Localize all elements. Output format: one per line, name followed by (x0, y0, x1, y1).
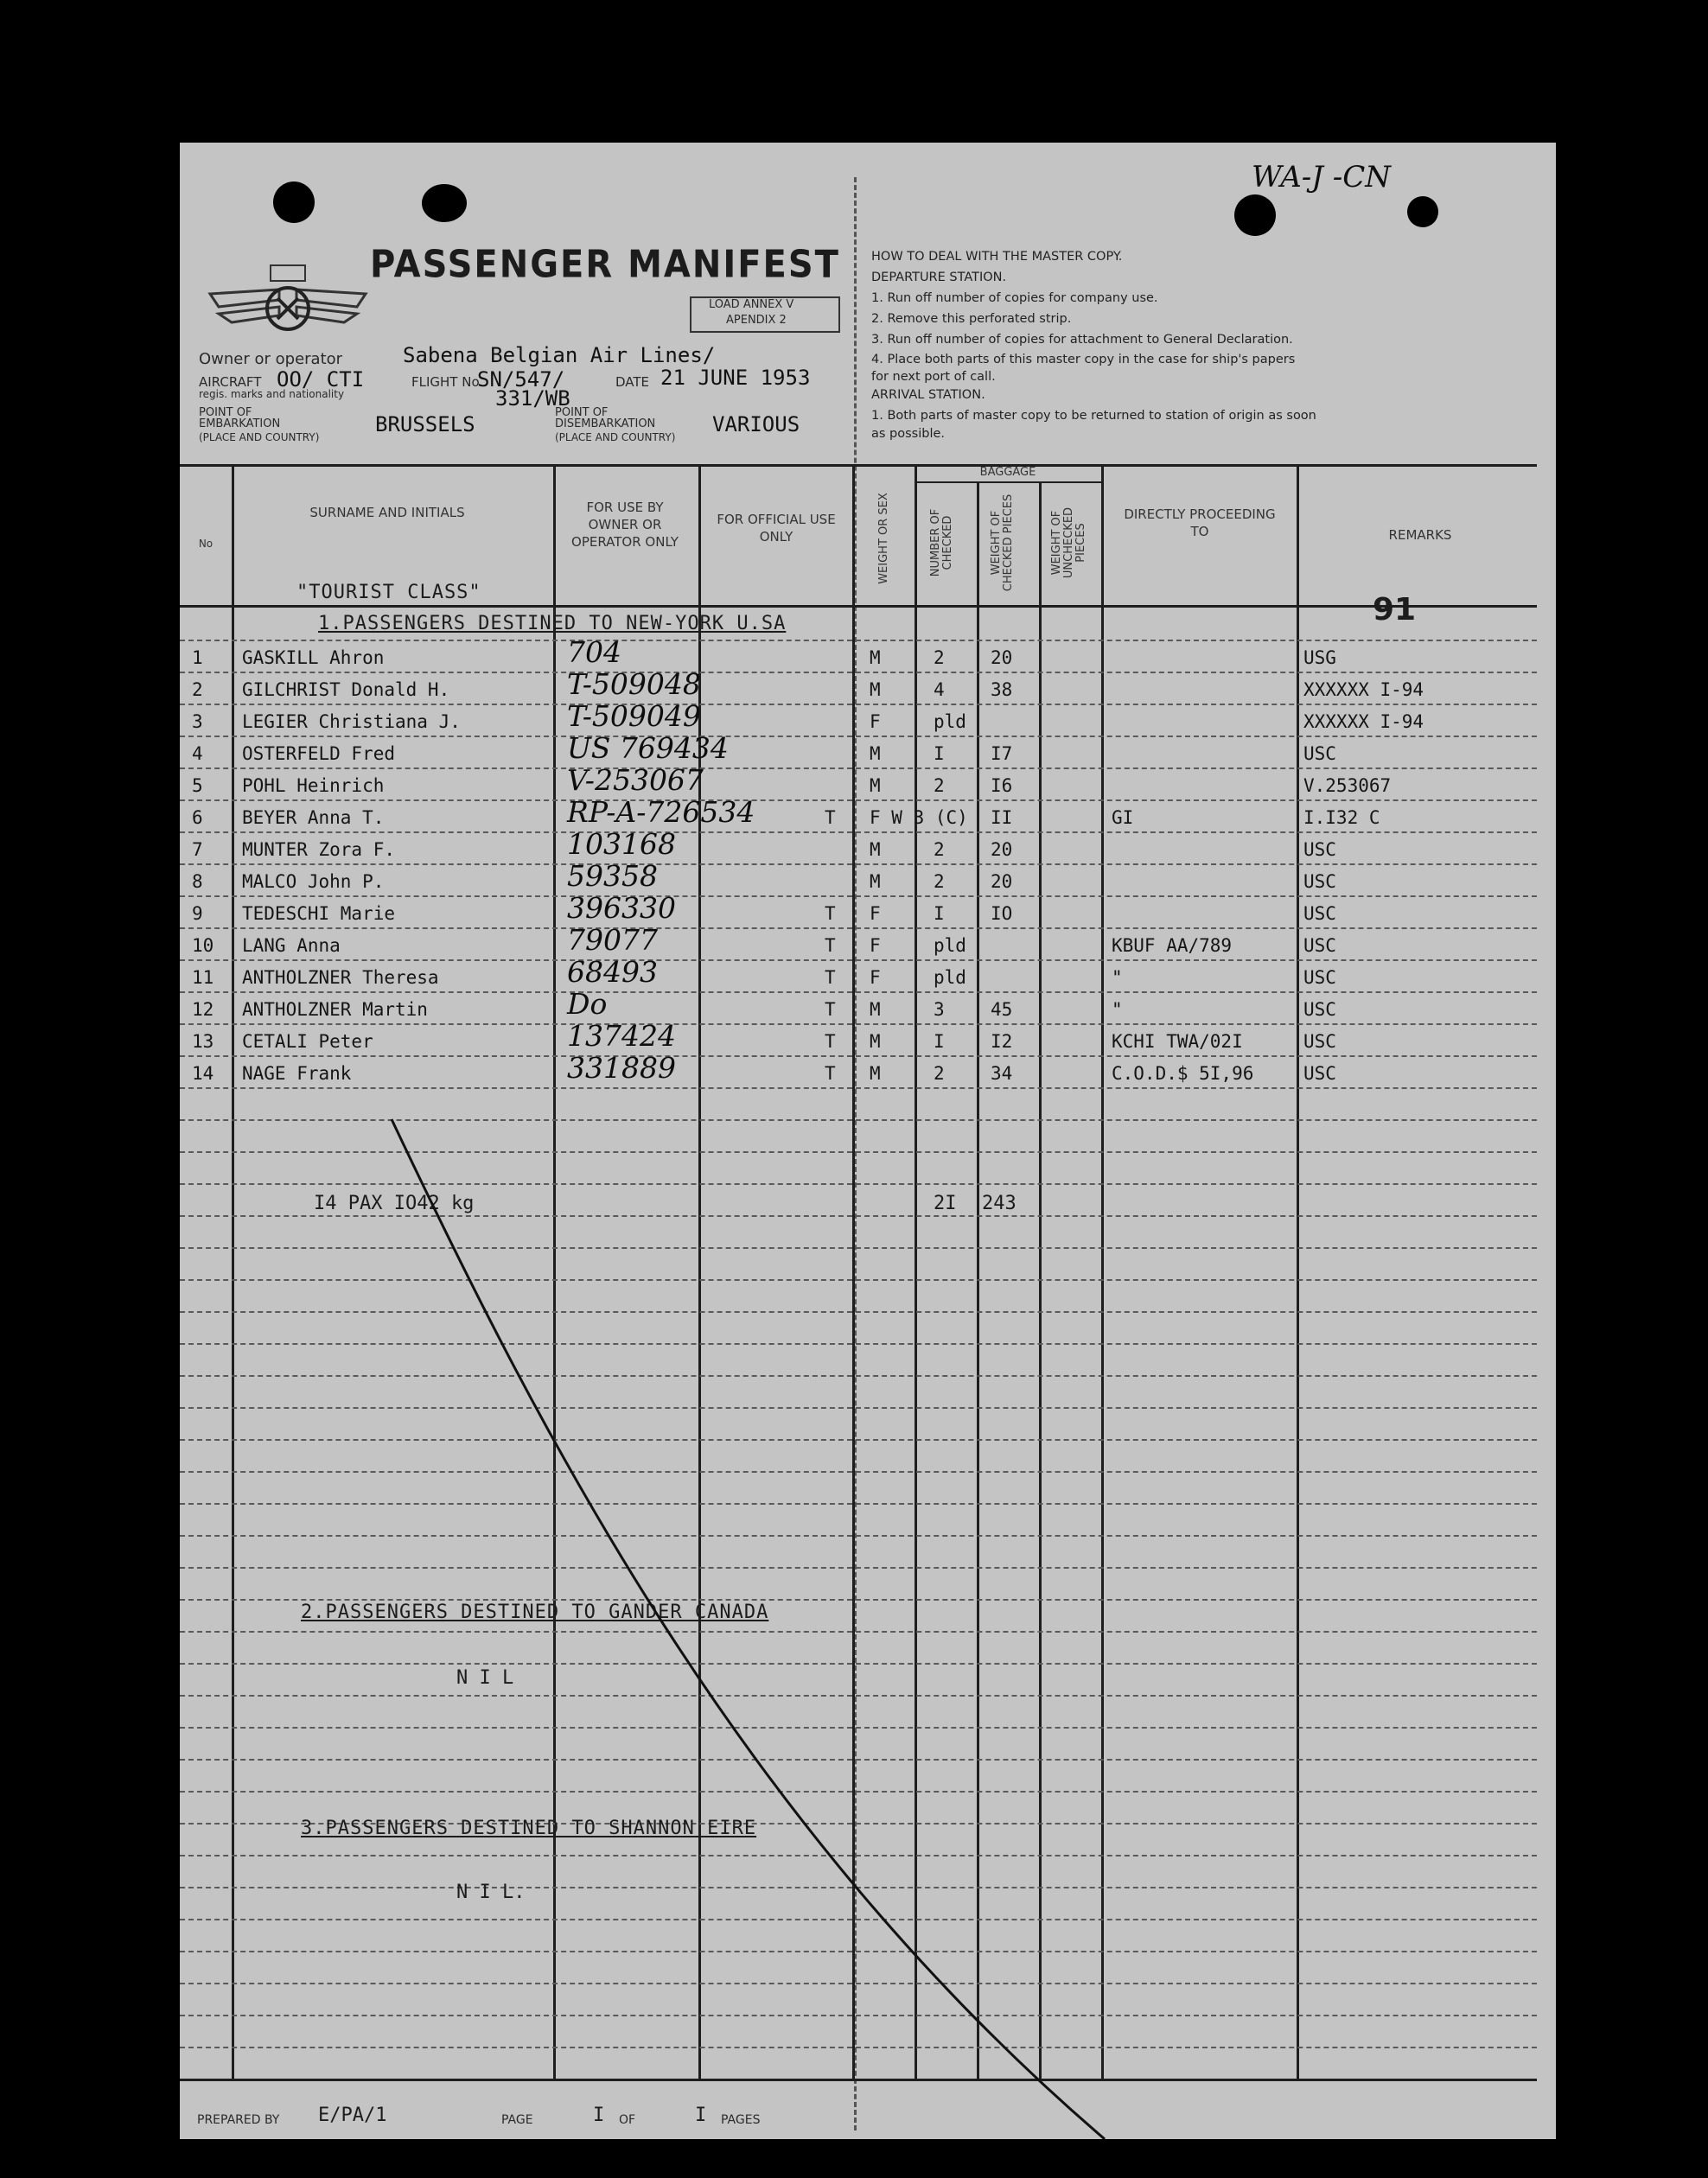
col-header-proceeding: DIRECTLY PROCEEDING TO (1124, 506, 1276, 539)
col-header-weight-checked: WEIGHT OF CHECKED PIECES (990, 494, 1015, 592)
owner-label: Owner or operator (199, 350, 343, 368)
totals-number-checked: 2I (934, 1193, 957, 1214)
weight-checked: I2 (991, 1031, 1013, 1052)
sex: M (870, 999, 881, 1020)
col-header-number-checked: NUMBER OF CHECKED (929, 508, 954, 577)
flight-label: FLIGHT No (411, 374, 480, 390)
col-header-owner-use: FOR USE BY OWNER OR OPERATOR ONLY (571, 500, 679, 550)
weight-checked: IO (991, 903, 1013, 924)
number-checked: 3 (934, 999, 945, 1020)
row-number: 10 (192, 935, 214, 956)
embarkation-label: POINT OF EMBARKATION (199, 406, 281, 430)
number-checked: 4 (934, 679, 945, 700)
tourist-mark: T (825, 935, 836, 956)
col-header-baggage: BAGGAGE (979, 466, 1036, 479)
totals-weight-checked: 243 (982, 1193, 1017, 1214)
remarks: I.I32 C (1303, 807, 1380, 828)
annex-box: LOAD ANNEX V APENDIX 2 (690, 296, 840, 333)
col-header-official-use: FOR OFFICIAL USE ONLY (717, 512, 836, 544)
weight-checked: 20 (991, 647, 1013, 668)
passport-number: 331889 (567, 1051, 676, 1085)
passenger-name: GILCHRIST Donald H. (242, 679, 450, 700)
remarks: USC (1303, 1031, 1336, 1052)
proceeding-to: KBUF AA/789 (1112, 935, 1233, 956)
sex: M (870, 647, 881, 668)
passport-number: V-253067 (567, 763, 704, 797)
passport-number: RP-A-726534 (567, 795, 755, 829)
weight-checked: 38 (991, 679, 1013, 700)
sex: M (870, 839, 881, 860)
proceeding-to: C.O.D.$ 5I,96 (1112, 1063, 1254, 1084)
passenger-name: BEYER Anna T. (242, 807, 385, 828)
prepared-label: PREPARED BY (197, 2113, 280, 2127)
passenger-name: TEDESCHI Marie (242, 903, 396, 924)
passport-number: 137424 (567, 1019, 676, 1053)
number-checked: 2 (934, 1063, 945, 1084)
section2-nil: N I L (456, 1667, 514, 1689)
tourist-mark: T (825, 999, 836, 1020)
passenger-name: MUNTER Zora F. (242, 839, 396, 860)
sex: F (870, 903, 881, 924)
embarkation-value: BRUSSELS (375, 412, 475, 436)
proceeding-to: GI (1112, 807, 1134, 828)
tourist-mark: T (825, 967, 836, 988)
number-checked: pld (934, 711, 966, 732)
regis-note: regis. marks and nationality (199, 388, 345, 400)
prepared-value: E/PA/1 (318, 2105, 387, 2126)
page-label: PAGE (501, 2113, 533, 2127)
weight-checked: 34 (991, 1063, 1013, 1084)
col-header-no: No (198, 538, 214, 550)
master-copy-instructions: HOW TO DEAL WITH THE MASTER COPY. DEPARTURE STATION. 1. Run off number of copies for company use. 2. Remove this perforated strip. 3. Run off number of copies for attachment to General Declaration. 4. Place both parts of this master copy in the case for ship's papers for next port of call. ARRIVAL STATION. 1. Both parts of master copy to be returned to station of origin as soon as possible. (871, 250, 1316, 441)
page-title: PASSENGER MANIFEST (370, 242, 840, 287)
passport-number: 79077 (567, 923, 658, 957)
passport-number: T-509049 (567, 699, 701, 733)
number-checked: 2 (934, 839, 945, 860)
row-number: 5 (192, 775, 203, 796)
section1-heading: 1.PASSENGERS DESTINED TO NEW-YORK U.SA (318, 613, 787, 634)
disembarkation-label: POINT OF DISEMBARKATION (555, 406, 656, 430)
corner-note: WA-J -CN (1252, 160, 1391, 194)
number-checked: 2 (934, 775, 945, 796)
row-number: 3 (192, 711, 203, 732)
remarks: USG (1303, 647, 1336, 668)
sex: F (870, 711, 881, 732)
remarks: USC (1303, 935, 1336, 956)
proceeding-to: " (1112, 967, 1123, 988)
class-label: "TOURIST CLASS" (296, 582, 481, 603)
page-number-stamp: 91 (1373, 592, 1417, 627)
flight-value-secondary: 331/WB (495, 386, 570, 411)
section3-nil: N I L. (456, 1882, 526, 1903)
page-value: I (593, 2105, 605, 2126)
passenger-name: CETALI Peter (242, 1031, 373, 1052)
row-number: 8 (192, 871, 203, 892)
row-number: 1 (192, 647, 203, 668)
sex: M (870, 1031, 881, 1052)
remarks: USC (1303, 967, 1336, 988)
sex: M (870, 871, 881, 892)
sex: M (870, 1063, 881, 1084)
passport-number: 59358 (567, 859, 658, 893)
weight-checked: I7 (991, 743, 1013, 764)
remarks: XXXXXX I-94 (1303, 679, 1424, 700)
disembarkation-sub: (PLACE AND COUNTRY) (555, 431, 676, 443)
passenger-name: GASKILL Ahron (242, 647, 385, 668)
date-label: DATE (615, 374, 650, 390)
pages-label: PAGES (721, 2113, 761, 2127)
number-checked: 2 (934, 871, 945, 892)
disembarkation-value: VARIOUS (712, 412, 800, 436)
row-number: 12 (192, 999, 214, 1020)
totals-label: I4 PAX IO42 kg (314, 1193, 475, 1214)
passport-number: 704 (567, 635, 621, 669)
passport-number: US 769434 (567, 731, 729, 765)
row-number: 4 (192, 743, 203, 764)
sex: F (870, 967, 881, 988)
tourist-mark: T (825, 1031, 836, 1052)
of-label: OF (619, 2113, 636, 2127)
passenger-name: POHL Heinrich (242, 775, 385, 796)
passport-number: Do (567, 987, 608, 1021)
embarkation-sub: (PLACE AND COUNTRY) (199, 431, 320, 443)
sex: M (870, 743, 881, 764)
weight-checked: 20 (991, 839, 1013, 860)
row-number: 13 (192, 1031, 214, 1052)
proceeding-to: " (1112, 999, 1123, 1020)
remarks: USC (1303, 1063, 1336, 1084)
passport-number: 396330 (567, 891, 676, 925)
passenger-name: LANG Anna (242, 935, 341, 956)
number-checked: I (934, 1031, 945, 1052)
proceeding-to: KCHI TWA/02I (1112, 1031, 1243, 1052)
pen-strike-line (180, 143, 1556, 2139)
passenger-name: ANTHOLZNER Theresa (242, 967, 439, 988)
row-number: 11 (192, 967, 214, 988)
col-header-weight-unchecked: WEIGHT OF UNCHECKED PIECES (1050, 506, 1087, 579)
remarks: XXXXXX I-94 (1303, 711, 1424, 732)
sex: F (870, 935, 881, 956)
passport-number: 103168 (567, 827, 676, 861)
number-checked: 2 (934, 647, 945, 668)
number-checked: pld (934, 967, 966, 988)
col-header-remarks: REMARKS (1388, 527, 1452, 543)
remarks: USC (1303, 903, 1336, 924)
tourist-mark: T (825, 903, 836, 924)
row-number: 6 (192, 807, 203, 828)
weight-checked: 45 (991, 999, 1013, 1020)
number-checked: I (934, 743, 945, 764)
sex: M (870, 679, 881, 700)
section2-heading: 2.PASSENGERS DESTINED TO GANDER CANADA (301, 1602, 769, 1623)
passport-number: T-509048 (567, 667, 701, 701)
sex: M (870, 775, 881, 796)
weight-checked: I6 (991, 775, 1013, 796)
number-checked: pld (934, 935, 966, 956)
passenger-name: OSTERFELD Fred (242, 743, 396, 764)
passenger-name: LEGIER Christiana J. (242, 711, 461, 732)
aircraft-label: AIRCRAFT (199, 374, 262, 390)
tourist-mark: T (825, 807, 836, 828)
col-header-weight-or-sex: WEIGHT OR SEX (877, 493, 890, 584)
owner-value: Sabena Belgian Air Lines/ (403, 343, 716, 367)
number-checked: I (934, 903, 945, 924)
passenger-name: MALCO John P. (242, 871, 385, 892)
weight-checked: 20 (991, 871, 1013, 892)
date-value: 21 JUNE 1953 (660, 366, 811, 390)
remarks: V.253067 (1303, 775, 1392, 796)
row-number: 14 (192, 1063, 214, 1084)
row-number: 9 (192, 903, 203, 924)
manifest-page (180, 143, 1556, 2139)
weight-checked: II (991, 807, 1013, 828)
remarks: USC (1303, 999, 1336, 1020)
col-header-surname: SURNAME AND INITIALS (309, 505, 465, 520)
row-number: 7 (192, 839, 203, 860)
passenger-name: ANTHOLZNER Martin (242, 999, 428, 1020)
tourist-mark: T (825, 1063, 836, 1084)
remarks: USC (1303, 743, 1336, 764)
row-number: 2 (192, 679, 203, 700)
of-value: I (695, 2105, 707, 2126)
remarks: USC (1303, 871, 1336, 892)
remarks: USC (1303, 839, 1336, 860)
flight-value: SN/547/ (477, 367, 565, 392)
passenger-name: NAGE Frank (242, 1063, 352, 1084)
sex: F W 3 (C) (870, 807, 968, 828)
passport-number: 68493 (567, 955, 658, 989)
section3-heading: 3.PASSENGERS DESTINED TO SHANNON EIRE (301, 1818, 757, 1839)
aircraft-value: OO/ CTI (277, 367, 365, 392)
